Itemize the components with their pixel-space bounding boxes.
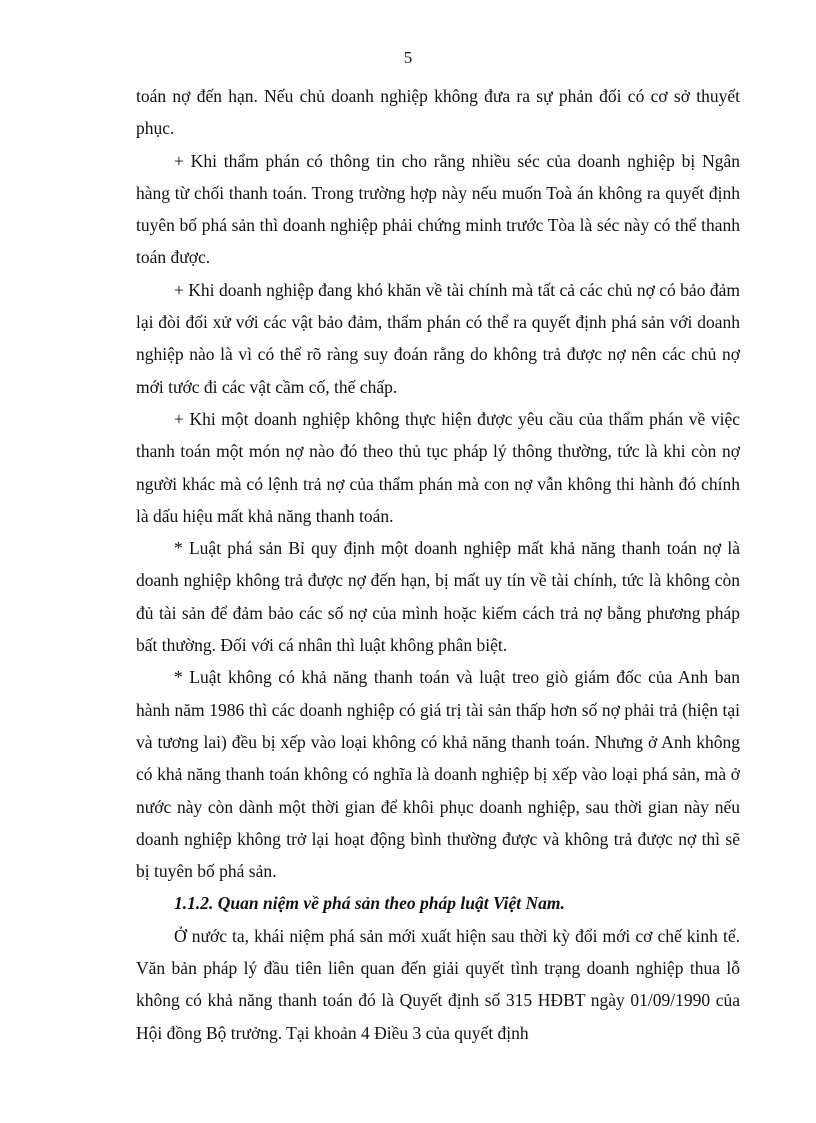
- paragraph-bounced-cheques: + Khi thẩm phán có thông tin cho rằng nhiều séc của doanh nghiệp bị Ngân hàng từ chối thanh toán. Trong trường hợp này nếu muốn Toà án không ra quyết định tuyên bố phá sản thì doanh nghiệp phải chứng minh trước Tòa là séc này có thể thanh toán được.: [136, 150, 740, 268]
- paragraph-belgian-law: * Luật phá sản Bỉ quy định một doanh nghiệp mất khả năng thanh toán nợ là doanh nghiệp không trả được nợ đến hạn, bị mất uy tín về tài chính, tức là không còn đủ tài sản để đảm bảo các số nợ của mình hoặc kiếm cách trả nợ bằng phương pháp bất thường. Đối với cá nhân thì luật không phân biệt.: [136, 538, 740, 656]
- paragraph-judge-order: + Khi một doanh nghiệp không thực hiện được yêu cầu của thẩm phán về việc thanh toán một món nợ nào đó theo thủ tục pháp lý thông thường, tức là khi còn nợ người khác mà có lệnh trả nợ của thẩm phán mà con nợ vẫn không thi hành đó chính là dấu hiệu mất khả năng thanh toán.: [136, 408, 740, 526]
- paragraph-vietnam-concept: Ở nước ta, khái niệm phá sản mới xuất hiện sau thời kỳ đổi mới cơ chế kinh tế. Văn bản pháp lý đầu tiên liên quan đến giải quyết tình trạng doanh nghiệp thua lỗ không có khả năng thanh toán đó là Quyết định số 315 HĐBT ngày 01/09/1990 của Hội đồng Bộ trưởng. Tại khoản 4 Điều 3 của quyết định: [136, 925, 740, 1043]
- paragraph-english-law: * Luật không có khả năng thanh toán và luật treo giò giám đốc của Anh ban hành năm 1986 thì các doanh nghiệp có giá trị tài sản thấp hơn số nợ phải trả (hiện tại và tương lai) đều bị xếp vào loại không có khả năng thanh toán. Nhưng ở Anh không có khả năng thanh toán không có nghĩa là doanh nghiệp bị xếp vào loại phá sản, mà ở nước này còn dành một thời gian để khôi phục doanh nghiệp, sau thời gian này nếu doanh nghiệp không trở lại hoạt động bình thường được và không trả được nợ thì sẽ bị tuyên bố phá sản.: [136, 667, 740, 882]
- paragraph-secured-creditors: + Khi doanh nghiệp đang khó khăn về tài chính mà tất cả các chủ nợ có bảo đảm lại đòi đối xử với các vật bảo đảm, thẩm phán có thể ra quyết định phá sản với doanh nghiệp nào là vì có thể rõ ràng suy đoán rằng do không trả được nợ nên các chủ nợ mới tước đi các vật cầm cố, thế chấp.: [136, 279, 740, 397]
- section-heading: 1.1.2. Quan niệm về phá sản theo pháp luật Việt Nam.: [174, 893, 565, 914]
- page-number: 5: [403, 48, 413, 67]
- paragraph-continuation: toán nợ đến hạn. Nếu chủ doanh nghiệp không đưa ra sự phản đối có cơ sở thuyết phục.: [136, 86, 740, 139]
- document-body: [136, 80, 740, 1049]
